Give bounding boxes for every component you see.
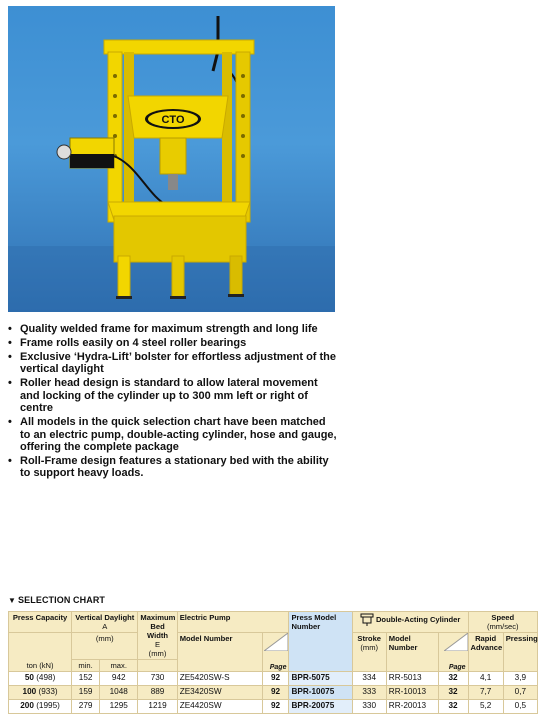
cylinder-icon bbox=[360, 613, 374, 627]
cell-daylight-min: 152 bbox=[72, 672, 100, 686]
header-daylight-min: min. bbox=[72, 660, 100, 672]
feature-item: • Frame rolls easily on 4 steel roller bearings bbox=[8, 337, 247, 349]
cell-daylight-min: 159 bbox=[72, 686, 100, 700]
cell-cylinder-model: RR-5013 bbox=[386, 672, 438, 686]
table-row bbox=[9, 672, 538, 686]
selection-chart-table bbox=[8, 611, 538, 714]
cell-daylight-max: 942 bbox=[100, 672, 138, 686]
cell-pump-model: ZE5420SW-S bbox=[177, 672, 262, 686]
cto-logo: CTO bbox=[161, 114, 185, 126]
header-bed-spacer bbox=[138, 660, 177, 672]
cell-pump-page: 92 bbox=[262, 672, 289, 686]
cell-daylight-min: 279 bbox=[72, 700, 100, 714]
cell-rapid-advance: 4,1 bbox=[468, 672, 503, 686]
header-pump-page: Page bbox=[262, 633, 289, 672]
table-row bbox=[9, 686, 538, 700]
cell-pressing: 0,5 bbox=[503, 700, 537, 714]
cell-rapid-advance: 5,2 bbox=[468, 700, 503, 714]
cell-daylight-max: 1295 bbox=[100, 700, 138, 714]
cell-rapid-advance: 7,7 bbox=[468, 686, 503, 700]
page-fold-icon bbox=[444, 633, 468, 651]
header-cylinder-model-number: Model Number bbox=[386, 633, 438, 672]
header-press-capacity: Press Capacity bbox=[9, 612, 72, 633]
cell-pump-page: 92 bbox=[262, 686, 289, 700]
cell-capacity: 100 (933) bbox=[9, 686, 72, 700]
header-rapid-advance: Rapid Advance bbox=[468, 633, 503, 672]
bullet-icon: • bbox=[8, 351, 12, 363]
cell-stroke: 334 bbox=[352, 672, 386, 686]
cell-cylinder-model: RR-20013 bbox=[386, 700, 438, 714]
bullet-icon: • bbox=[8, 323, 12, 335]
bullet-icon: • bbox=[8, 455, 12, 468]
cell-press-model: BPR-10075 bbox=[289, 686, 352, 700]
cell-pump-model: ZE4420SW bbox=[177, 700, 262, 714]
cell-cylinder-page: 32 bbox=[438, 700, 468, 714]
feature-item: • Quality welded frame for maximum strength and long life bbox=[8, 323, 318, 335]
cell-press-model: BPR-5075 bbox=[289, 672, 352, 686]
header-pump-model-number: Model Number bbox=[177, 633, 262, 672]
header-daylight-max: max. bbox=[100, 660, 138, 672]
cell-daylight-max: 1048 bbox=[100, 686, 138, 700]
header-vertical-daylight: Vertical Daylight A bbox=[72, 612, 138, 633]
selection-chart-title: ▼ SELECTION CHART bbox=[8, 595, 106, 605]
cell-bed-width: 1219 bbox=[138, 700, 177, 714]
feature-item: • Roll-Frame design features a stationary bed with the ability to support heavy loads. bbox=[8, 455, 329, 480]
header-stroke: Stroke (mm) bbox=[352, 633, 386, 672]
cell-stroke: 330 bbox=[352, 700, 386, 714]
header-speed: Speed (mm/sec) bbox=[468, 612, 537, 633]
feature-item: • Roller head design is standard to allow lateral movement and locking of the cylinder up to 300 mm left or right of centre bbox=[8, 377, 318, 415]
cell-capacity: 50 (498) bbox=[9, 672, 72, 686]
bullet-icon: • bbox=[8, 377, 12, 390]
cell-pump-page: 92 bbox=[262, 700, 289, 714]
bullet-icon: • bbox=[8, 416, 12, 429]
header-press-model-number: Press Model Number bbox=[289, 612, 352, 672]
bullet-icon: • bbox=[8, 337, 12, 349]
cell-stroke: 333 bbox=[352, 686, 386, 700]
cell-bed-width: 730 bbox=[138, 672, 177, 686]
header-cylinder-page: Page bbox=[438, 633, 468, 672]
roll-frame-press-illustration bbox=[8, 6, 335, 312]
header-daylight-unit: (mm) bbox=[72, 633, 138, 660]
header-double-acting-cylinder: Double-Acting Cylinder bbox=[352, 612, 468, 633]
cell-press-model: BPR-20075 bbox=[289, 700, 352, 714]
header-ton-kn: ton (kN) bbox=[9, 633, 72, 672]
cell-cylinder-page: 32 bbox=[438, 672, 468, 686]
cell-pressing: 0,7 bbox=[503, 686, 537, 700]
cell-cylinder-page: 32 bbox=[438, 686, 468, 700]
header-pressing: Pressing bbox=[503, 633, 537, 672]
header-electric-pump: Electric Pump bbox=[177, 612, 289, 633]
triangle-down-icon: ▼ bbox=[8, 596, 17, 605]
product-photo bbox=[8, 6, 335, 312]
cell-bed-width: 889 bbox=[138, 686, 177, 700]
header-max-bed-width: Maximum Bed Width E (mm) bbox=[138, 612, 177, 660]
feature-item: • All models in the quick selection chart have been matched to an electric pump, double-acting cylinder, hose and gauge, offering the complete package bbox=[8, 416, 337, 454]
table-row bbox=[9, 700, 538, 714]
cell-capacity: 200 (1995) bbox=[9, 700, 72, 714]
cell-cylinder-model: RR-10013 bbox=[386, 686, 438, 700]
cell-pump-model: ZE3420SW bbox=[177, 686, 262, 700]
cell-pressing: 3,9 bbox=[503, 672, 537, 686]
feature-item: • Exclusive ‘Hydra-Lift’ bolster for effortless adjustment of the vertical daylight bbox=[8, 351, 337, 376]
feature-list bbox=[8, 323, 338, 481]
page-fold-icon bbox=[264, 633, 288, 651]
